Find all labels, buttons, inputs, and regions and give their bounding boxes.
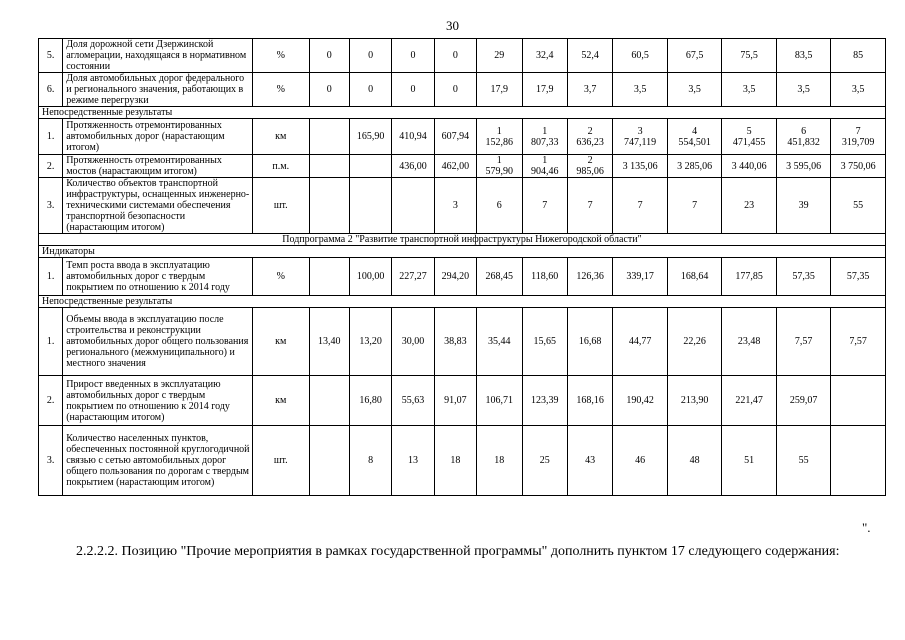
value-cell: 259,07 [776, 376, 831, 426]
value-cell: 57,35 [776, 258, 831, 296]
row-number: 6. [39, 73, 63, 107]
unit-cell: км [253, 376, 310, 426]
value-cell: 3 595,06 [776, 155, 831, 178]
value-cell [392, 178, 434, 234]
closing-quote: ". [862, 520, 871, 535]
value-cell: 18 [434, 426, 476, 496]
value-cell [349, 178, 391, 234]
table-row [39, 155, 886, 178]
row-number: 2. [39, 376, 63, 426]
row-number: 3. [39, 178, 63, 234]
value-cell: 7 [667, 178, 722, 234]
value-cell [831, 426, 886, 496]
value-cell [309, 426, 349, 496]
value-cell: 51 [722, 426, 777, 496]
value-cell: 221,47 [722, 376, 777, 426]
value-cell: 55,63 [392, 376, 434, 426]
value-cell: 23,48 [722, 308, 777, 376]
value-cell: 3 747,119 [613, 119, 668, 155]
value-cell: 52,4 [567, 39, 612, 73]
value-cell: 126,36 [567, 258, 612, 296]
value-cell: 44,77 [613, 308, 668, 376]
amendment-paragraph: 2.2.2.2. Позицию "Прочие мероприятия в рамках государственной программы" дополнить пунктом 17 следующего содержания: [76, 544, 840, 559]
value-cell: 3 440,06 [722, 155, 777, 178]
table-row [39, 258, 886, 296]
value-cell: 46 [613, 426, 668, 496]
unit-cell: % [253, 39, 310, 73]
value-cell: 7 [613, 178, 668, 234]
value-cell: 0 [349, 39, 391, 73]
value-cell: 607,94 [434, 119, 476, 155]
value-cell: 4 554,501 [667, 119, 722, 155]
unit-cell: шт. [253, 178, 310, 234]
row-number: 5. [39, 39, 63, 73]
value-cell: 15,65 [522, 308, 567, 376]
value-cell: 22,26 [667, 308, 722, 376]
value-cell: 60,5 [613, 39, 668, 73]
value-cell: 48 [667, 426, 722, 496]
value-cell: 190,42 [613, 376, 668, 426]
row-number: 1. [39, 119, 63, 155]
value-cell: 7 [567, 178, 612, 234]
value-cell: 29 [477, 39, 522, 73]
value-cell: 3,7 [567, 73, 612, 107]
unit-cell: % [253, 258, 310, 296]
value-cell: 3 [434, 178, 476, 234]
row-number: 2. [39, 155, 63, 178]
value-cell: 3 135,06 [613, 155, 668, 178]
value-cell [309, 119, 349, 155]
value-cell: 7,57 [831, 308, 886, 376]
subprogram-title: Подпрограмма 2 "Развитие транспортной инфраструктуры Нижегородской области" [39, 234, 886, 246]
value-cell: 83,5 [776, 39, 831, 73]
value-cell: 55 [831, 178, 886, 234]
value-cell: 462,00 [434, 155, 476, 178]
value-cell: 294,20 [434, 258, 476, 296]
value-cell: 16,68 [567, 308, 612, 376]
table-row [39, 376, 886, 426]
value-cell: 410,94 [392, 119, 434, 155]
value-cell: 1 152,86 [477, 119, 522, 155]
indicator-name: Доля дорожной сети Дзержинской агломерации, находящаяся в нормативном состоянии [63, 39, 253, 73]
value-cell: 38,83 [434, 308, 476, 376]
value-cell: 39 [776, 178, 831, 234]
unit-cell: п.м. [253, 155, 310, 178]
value-cell: 35,44 [477, 308, 522, 376]
value-cell: 7,57 [776, 308, 831, 376]
section-row [39, 296, 886, 308]
table-row [39, 308, 886, 376]
value-cell: 0 [434, 73, 476, 107]
value-cell: 0 [349, 73, 391, 107]
row-number: 1. [39, 258, 63, 296]
value-cell: 3,5 [613, 73, 668, 107]
value-cell: 32,4 [522, 39, 567, 73]
value-cell: 227,27 [392, 258, 434, 296]
value-cell: 13 [392, 426, 434, 496]
value-cell [831, 376, 886, 426]
value-cell: 339,17 [613, 258, 668, 296]
table-row [39, 119, 886, 155]
table-row [39, 426, 886, 496]
value-cell: 100,00 [349, 258, 391, 296]
value-cell: 2 636,23 [567, 119, 612, 155]
value-cell: 0 [392, 39, 434, 73]
value-cell: 436,00 [392, 155, 434, 178]
value-cell: 23 [722, 178, 777, 234]
value-cell: 177,85 [722, 258, 777, 296]
section-row [39, 107, 886, 119]
indicator-name: Протяженность отремонтированных автомобильных дорог (нарастающим итогом) [63, 119, 253, 155]
indicator-name: Прирост введенных в эксплуатацию автомобильных дорог с твердым покрытием по отношению к 2014 году (нарастающим итогом) [63, 376, 253, 426]
value-cell: 3,5 [831, 73, 886, 107]
value-cell: 0 [392, 73, 434, 107]
indicator-name: Количество объектов транспортной инфраструктуры, оснащенных инженерно-техническими системами обеспечения транспортной безопасности (нарастающим итогом) [63, 178, 253, 234]
value-cell: 3 285,06 [667, 155, 722, 178]
value-cell: 7 319,709 [831, 119, 886, 155]
value-cell: 8 [349, 426, 391, 496]
section-row [39, 246, 886, 258]
value-cell: 106,71 [477, 376, 522, 426]
value-cell [309, 376, 349, 426]
value-cell: 213,90 [667, 376, 722, 426]
value-cell: 0 [309, 73, 349, 107]
value-cell: 25 [522, 426, 567, 496]
section-row [39, 234, 886, 246]
value-cell: 13,40 [309, 308, 349, 376]
value-cell: 30,00 [392, 308, 434, 376]
value-cell: 55 [776, 426, 831, 496]
value-cell: 17,9 [522, 73, 567, 107]
value-cell: 168,16 [567, 376, 612, 426]
value-cell: 2 985,06 [567, 155, 612, 178]
value-cell: 118,60 [522, 258, 567, 296]
indicator-name: Доля автомобильных дорог федерального и регионального значения, работающих в режиме перегрузки [63, 73, 253, 107]
value-cell: 57,35 [831, 258, 886, 296]
indicator-name: Темп роста ввода в эксплуатацию автомобильных дорог с твердым покрытием по отношению к 2014 году [63, 258, 253, 296]
value-cell: 16,80 [349, 376, 391, 426]
value-cell: 13,20 [349, 308, 391, 376]
value-cell: 3,5 [722, 73, 777, 107]
value-cell: 43 [567, 426, 612, 496]
unit-cell: % [253, 73, 310, 107]
value-cell: 91,07 [434, 376, 476, 426]
row-number: 3. [39, 426, 63, 496]
value-cell: 1 807,33 [522, 119, 567, 155]
table-row [39, 178, 886, 234]
value-cell: 85 [831, 39, 886, 73]
value-cell: 17,9 [477, 73, 522, 107]
value-cell: 6 451,832 [776, 119, 831, 155]
indicators-table [38, 38, 886, 496]
indicator-name: Протяженность отремонтированных мостов (нарастающим итогом) [63, 155, 253, 178]
table-row [39, 39, 886, 73]
value-cell: 3,5 [667, 73, 722, 107]
value-cell [309, 258, 349, 296]
value-cell: 123,39 [522, 376, 567, 426]
value-cell: 268,45 [477, 258, 522, 296]
value-cell [309, 178, 349, 234]
unit-cell: км [253, 119, 310, 155]
value-cell: 67,5 [667, 39, 722, 73]
indicator-name: Объемы ввода в эксплуатацию после строительства и реконструкции автомобильных дорог общего пользования регионального (межмуниципального) и местного значения [63, 308, 253, 376]
value-cell: 18 [477, 426, 522, 496]
value-cell: 1 904,46 [522, 155, 567, 178]
indicator-name: Количество населенных пунктов, обеспеченных постоянной круглогодичной связью с сетью автомобильных дорог общего пользования по дорогам с твердым покрытием (нарастающим итогом) [63, 426, 253, 496]
unit-cell: шт. [253, 426, 310, 496]
page-number: 30 [446, 18, 459, 33]
value-cell: 75,5 [722, 39, 777, 73]
section-indicators: Индикаторы [39, 246, 886, 258]
value-cell: 0 [309, 39, 349, 73]
value-cell [309, 155, 349, 178]
section-direct-results: Непосредственные результаты [39, 107, 886, 119]
value-cell: 5 471,455 [722, 119, 777, 155]
value-cell: 1 579,90 [477, 155, 522, 178]
table-row [39, 73, 886, 107]
unit-cell: км [253, 308, 310, 376]
value-cell: 0 [434, 39, 476, 73]
value-cell [349, 155, 391, 178]
section-direct-results: Непосредственные результаты [39, 296, 886, 308]
value-cell: 165,90 [349, 119, 391, 155]
value-cell: 7 [522, 178, 567, 234]
value-cell: 6 [477, 178, 522, 234]
row-number: 1. [39, 308, 63, 376]
value-cell: 3,5 [776, 73, 831, 107]
value-cell: 168,64 [667, 258, 722, 296]
value-cell: 3 750,06 [831, 155, 886, 178]
